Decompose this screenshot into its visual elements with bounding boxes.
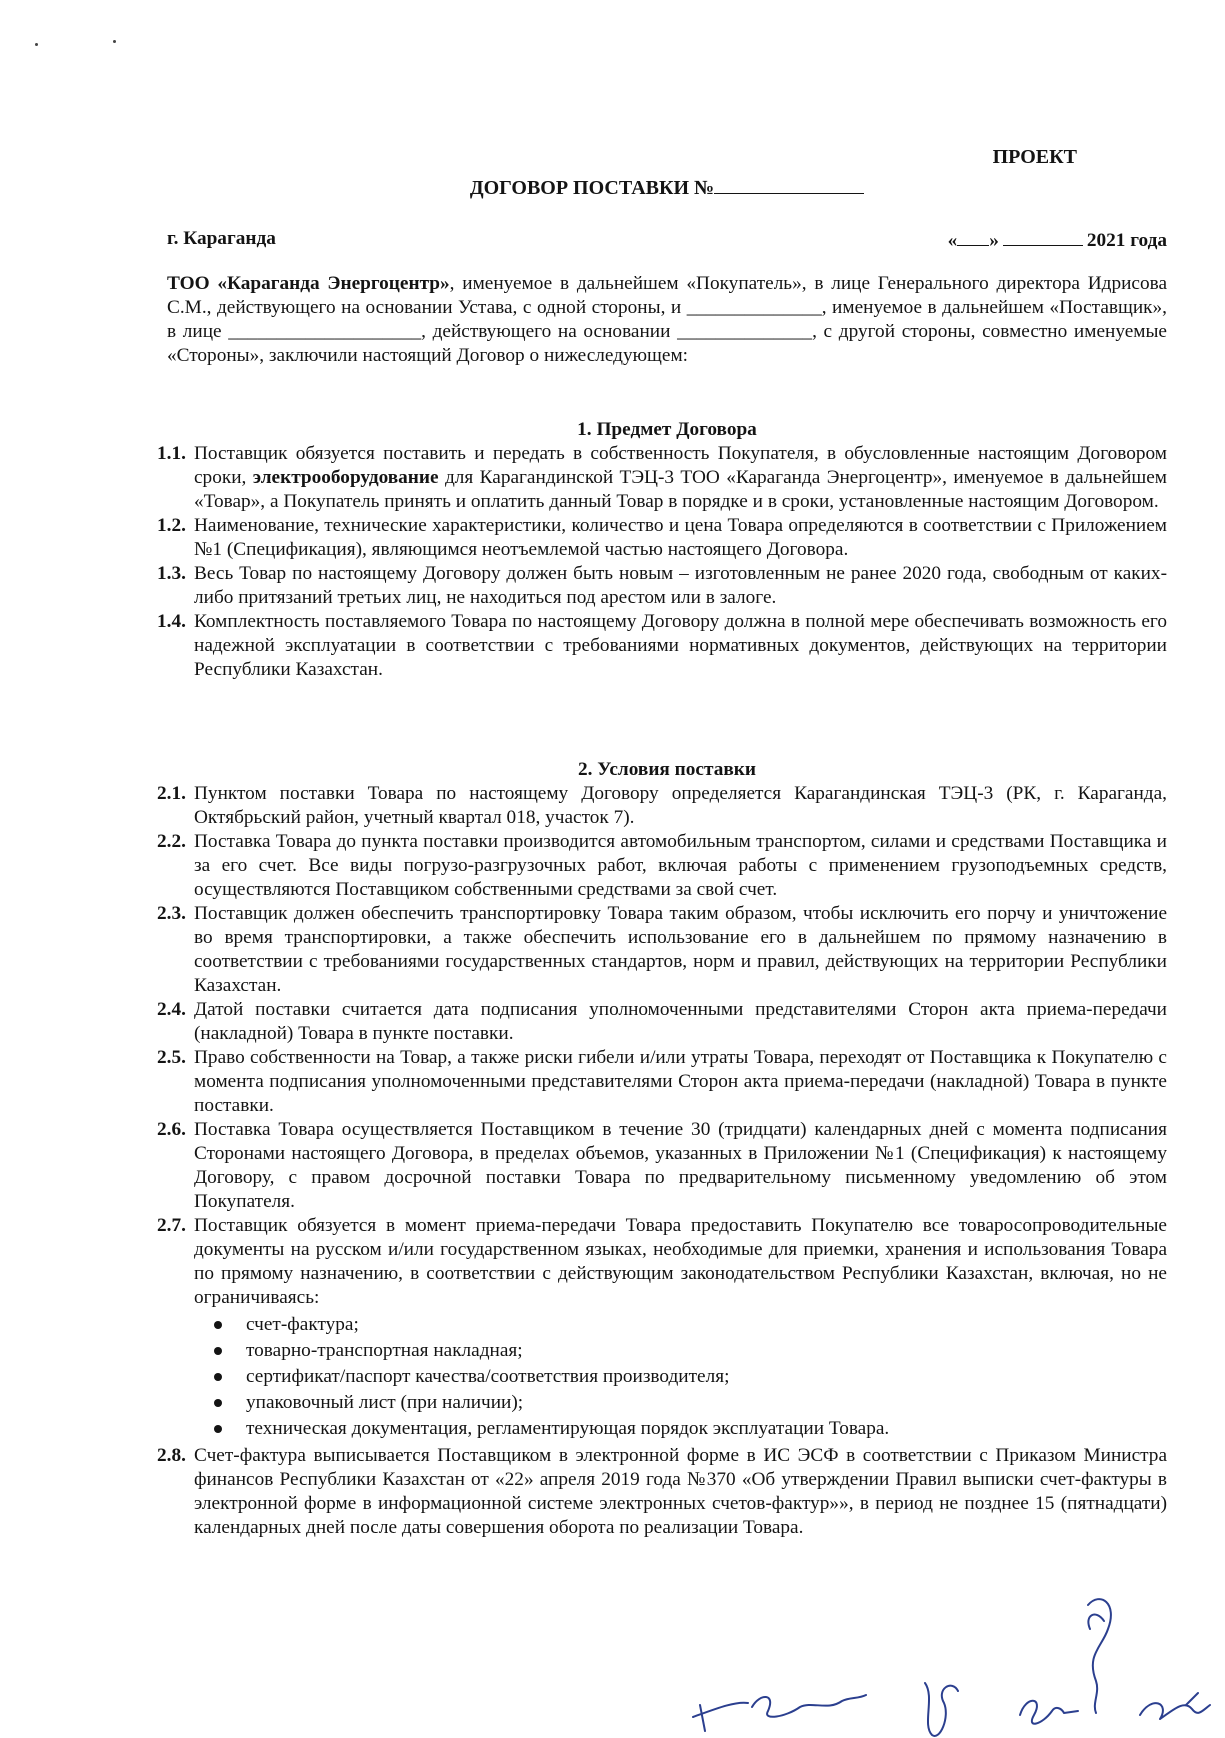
clause xyxy=(157,610,1167,682)
month-blank xyxy=(1003,227,1083,246)
list-item xyxy=(194,1416,1167,1442)
signature-3 xyxy=(1020,1701,1078,1724)
section-heading: 1. Предмет Договора xyxy=(577,419,757,440)
bullet-icon xyxy=(214,1321,222,1329)
clause-text: Поставка Товара до пункта поставки производится автомобильным транспортом, силами и средствами Поставщика и за его счет. Все виды погрузо-разгрузочных работ, включая работы с применением грузоподъемных средств, осуществляются Поставщиком собственными средствами за свой счет. xyxy=(194,831,1167,900)
contract-number-blank xyxy=(714,175,864,194)
clause-number: 1.4. xyxy=(157,611,186,632)
project-mark: ПРОЕКТ xyxy=(992,146,1077,168)
clause-number: 2.3. xyxy=(157,903,186,924)
clause-number: 2.8. xyxy=(157,1445,186,1466)
clause-text-part: для Карагандинской ТЭЦ-3 ТОО «Караганда Энергоцентр», именуемое в дальнейшем «Товар», а Покупатель принять и оплатить данный Товар в порядке и в сроки, установленные настоящим Договором. xyxy=(194,467,1167,512)
bullet-icon xyxy=(214,1373,222,1381)
clause-text-part: Поставщик обязуется в момент приема-передачи Товара предоставить Покупателю все товаросопроводительные документы на русском и/или государственном языках, необходимые для приемки, хранения и использования Товара по прямому назначению, в соответствии с действующим законодательством Республики Казахстан, включая, но не ограничиваясь: xyxy=(194,1215,1167,1308)
section-heading: 2. Условия поставки xyxy=(578,759,756,780)
date-year: 2021 года xyxy=(1086,230,1167,251)
preamble-text: , именуемое в дальнейшем «Покупатель», в лице Генерального директора Идрисова С.М., действующего на основании Устава, с одной стороны, и ______________, именуемое в дальнейшем «Поставщик», в лице ____________________, действующего на основании ______________, с другой стороны, совместно именуемые «Стороны», заключили настоящий Договор о нижеследующем: xyxy=(167,273,1168,366)
signature-2 xyxy=(925,1683,958,1736)
list-item-text: товарно-транспортная накладная; xyxy=(246,1340,523,1361)
clause-text-part: Поставщик обязуется поставить и передать в собственность Покупателя, в обусловленные настоящим Договором сроки, xyxy=(194,443,1167,488)
clause-number: 1.1. xyxy=(157,443,186,464)
clause-number: 2.6. xyxy=(157,1119,186,1140)
list-item-text: упаковочный лист (при наличии); xyxy=(246,1392,524,1413)
city: г. Караганда xyxy=(167,228,276,249)
clause xyxy=(157,998,1167,1046)
clause-bold-term: электрооборудование xyxy=(252,467,439,488)
clause xyxy=(157,830,1167,902)
list-item-text: сертификат/паспорт качества/соответствия производителя; xyxy=(246,1366,730,1387)
clause xyxy=(157,902,1167,998)
bullet-icon xyxy=(214,1347,222,1355)
scan-dot xyxy=(113,40,116,43)
clause xyxy=(157,442,1167,514)
buyer-company: ТОО «Караганда Энергоцентр» xyxy=(167,273,450,294)
document-list xyxy=(194,1312,1167,1442)
clause xyxy=(157,562,1167,610)
scan-dot xyxy=(35,43,38,46)
contract-date xyxy=(948,227,1167,253)
clause-number: 1.3. xyxy=(157,563,186,584)
list-item xyxy=(194,1312,1167,1338)
clause xyxy=(157,782,1167,830)
list-item xyxy=(194,1364,1167,1390)
clause xyxy=(157,1444,1167,1540)
clause-text: Комплектность поставляемого Товара по настоящему Договору должна в полной мере обеспечивать возможность его надежной эксплуатации в соответствии с требованиями нормативных документов, действующих на территории Республики Казахстан. xyxy=(194,611,1167,680)
clause-text: Поставка Товара осуществляется Поставщиком в течение 30 (тридцати) календарных дней с момента подписания Сторонами настоящего Договора, в пределах объемов, указанных в Приложении №1 (Спецификация) к настоящему Договору, с правом досрочной поставки Товара по предварительному письменному уведомлению об этом Покупателя. xyxy=(194,1119,1167,1212)
list-item-text: счет-фактура; xyxy=(246,1314,359,1335)
list-item xyxy=(194,1338,1167,1364)
bullet-icon xyxy=(214,1425,222,1433)
clause-number: 2.5. xyxy=(157,1047,186,1068)
date-quote-close: » xyxy=(989,230,999,251)
clause-number: 1.2. xyxy=(157,515,186,536)
signature-4 xyxy=(1088,1599,1111,1713)
clause-text: Наименование, технические характеристики, количество и цена Товара определяются в соответствии с Приложением №1 (Спецификация), являющимся неотъемлемой частью настоящего Договора. xyxy=(194,515,1167,560)
clause-text: Счет-фактура выписывается Поставщиком в электронной форме в ИС ЭСФ в соответствии с Приказом Министра финансов Республики Казахстан от «22» апреля 2019 года №370 «Об утверждении Правил выписки счет-фактуры в электронной форме в информационной системе электронных счетов-фактур»», в период не позднее 15 (пятнадцати) календарных дней после даты совершения оборота по реализации Товара. xyxy=(194,1445,1167,1538)
clause-text: Пунктом поставки Товара по настоящему Договору определяется Карагандинская ТЭЦ-3 (РК, г. Караганда, Октябрьский район, учетный квартал 018, участок 7). xyxy=(194,783,1167,828)
section-1-clauses xyxy=(157,442,1167,682)
clause-text: Право собственности на Товар, а также риски гибели и/или утраты Товара, переходят от Поставщика к Покупателю с момента подписания уполномоченными представителями Сторон акта приема-передачи (накладной) Товара в пункте поставки. xyxy=(194,1047,1167,1116)
document-title xyxy=(167,175,1167,200)
bullet-icon xyxy=(214,1399,222,1407)
title-text: ДОГОВОР ПОСТАВКИ № xyxy=(469,177,715,199)
date-quote-open: « xyxy=(947,230,958,251)
clause-number: 2.7. xyxy=(157,1215,186,1236)
clause-text: Весь Товар по настоящему Договору должен быть новым – изготовленным не ранее 2020 года, свободным от каких-либо притязаний третьих лиц, не находиться под арестом или в залоге. xyxy=(194,563,1167,608)
signature-5 xyxy=(1140,1693,1210,1719)
day-blank xyxy=(957,227,989,246)
clause-number: 2.2. xyxy=(157,831,186,852)
clause-text: Датой поставки считается дата подписания уполномоченными представителями Сторон акта приема-передачи (накладной) Товара в пункте поставки. xyxy=(194,999,1167,1044)
list-item-text: техническая документация, регламентирующая порядок эксплуатации Товара. xyxy=(246,1418,890,1439)
section-2-clauses xyxy=(157,782,1167,1540)
clause-text xyxy=(194,442,1167,514)
clause-text: Поставщик должен обеспечить транспортировку Товара таким образом, чтобы исключить его порчу и уничтожение во время транспортировки, а также обеспечить использование его в дальнейшем по прямому назначению в соответствии с требованиями государственных стандартов, норм и правил, действующих на территории Республики Казахстан. xyxy=(194,903,1167,996)
clause xyxy=(157,1046,1167,1118)
clause-number: 2.4. xyxy=(157,999,186,1020)
preamble xyxy=(167,272,1167,368)
clause xyxy=(157,514,1167,562)
clause-text xyxy=(194,1214,1167,1444)
clause-number: 2.1. xyxy=(157,783,186,804)
signature-1 xyxy=(693,1695,866,1731)
handwritten-signatures xyxy=(0,1585,1225,1738)
list-item xyxy=(194,1390,1167,1416)
clause xyxy=(157,1118,1167,1214)
clause xyxy=(157,1214,1167,1444)
